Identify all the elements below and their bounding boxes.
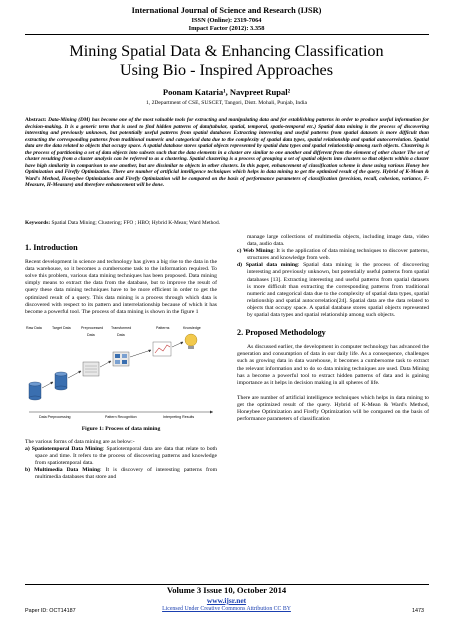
list-text: : Spatiotemporal data are data that relate to both space and time. It refers to the process of discovering patterns and knowledge from spatiotemporal data. — [35, 446, 217, 467]
section-heading-methodology: 2. Proposed Methodology — [237, 328, 326, 338]
label-transformed-data: Data — [117, 332, 125, 337]
list-item — [237, 262, 429, 319]
paper-id: Paper ID: OCT14187 — [25, 608, 76, 614]
list-term: Multimedia Data Mining — [34, 467, 101, 474]
list-label: b) — [25, 467, 31, 474]
page-number: 1473 — [412, 608, 424, 614]
label-interpreting-results: Interpreting Results — [163, 414, 195, 419]
label-knowledge: Knowledge — [183, 325, 201, 330]
abstract-label: Abstract: — [25, 117, 47, 123]
label-transformed: Transformed — [111, 325, 132, 330]
patterns-icon — [153, 342, 171, 356]
target-data-db-icon — [55, 372, 67, 390]
list-term: Web Mining — [242, 248, 274, 255]
timeline-arrowhead — [210, 410, 213, 413]
list-text: : It is the application of data mining techniques to discover patterns, structures and knowledge from web. — [247, 248, 429, 262]
list-text: : It is discovery of interesting patterns from multimedia databases that store and — [35, 467, 218, 481]
figure-1-caption: Figure 1: Process of data mining — [81, 425, 161, 432]
title-line-1: Mining Spatial Data & Enhancing Classification — [69, 42, 384, 60]
knowledge-icon — [185, 334, 197, 349]
list-label: d) — [237, 262, 243, 269]
transformed-data-icon — [113, 352, 129, 366]
label-patterns: Patterns — [156, 325, 170, 330]
list-label: a) — [25, 446, 30, 453]
volume-issue: Volume 3 Issue 10, October 2014 — [166, 585, 287, 595]
list-text: : Spatial data mining is the process of discovering interesting and previously unknown, but potentially useful patterns from spatial databases [13]. Extracting interesting and useful patterns from spatial datasets is more difficult than extracting the corresponding patterns from traditional numeric and categorical data due to the complexity of spatial data types, spatial relationship and spatial autocorrelation[24]. Spatial data are the data related to objects that occupy space. A spatial database stores spatial objects represented by spatial data types and spatial relationship among such objects. — [247, 262, 429, 319]
list-term: Spatiotemporal Data Mining — [31, 446, 103, 453]
impact-factor: Impact Factor (2012): 3.358 — [188, 25, 265, 32]
header-rule — [25, 34, 429, 35]
forms-intro: The various forms of data mining are as below:- — [25, 438, 135, 445]
forms-list — [25, 446, 217, 481]
methodology-paragraph-2: There are number of artificial intelligence techniques which helps in data mining to get the optimized result of the query. Hybrid of K-Mean & Ward's Method, Honeybee Optimization and Firefly Optimization will be compared on the basis of performance parameters of classification — [237, 394, 429, 423]
left-column — [25, 234, 217, 482]
journal-name: International Journal of Science and Research (IJSR) — [131, 6, 322, 15]
methodology-paragraph-1: As discussed earlier, the development in computer technology has advanced the generation and consumption of data in our daily life. As a consequence, challenges such as growing data in data warehouse, it becomes a cumbersome task to extract the relevant information and to do so data mining techniques are used. Data Mining has a become a powerful tool to extract hidden patterns of data and is gaining importance as it helps in decision making in all spheres of life. — [237, 344, 429, 386]
label-raw-data: Raw Data — [26, 325, 42, 330]
list-item — [25, 446, 217, 467]
affiliation: 1, 2Department of CSE, SUSCET, Tangori, Distt. Mohali, Punjab, India — [146, 100, 307, 106]
abstract-text: Data-Mining (DM) has become one of the most valuable tools for extracting and manipulating data and for establishing patterns in order to produce useful information for decision-making. It is a generic term that is used to find hidden patterns of data(tabular, spatial, temporal, spatio-temporal etc.) Spatial data mining is the process of discovering interesting and previously unknown, but potentially useful patterns from spatial databases Extracting interesting and useful patterns from spatial datasets is more difficult than extracting the corresponding patterns from traditional numeric and categorical data due to the complexity of spatial data types, spatial relationship and spatial autocorrelation. Spatial data are the data related to objects that occupy space. A spatial database stores spatial objects represented by spatial data types and spatial relationship among such objects. Clustering is the process of partitioning a set of data objects into subsets such that the data elements in a cluster are similar to one another and different from the element of other cluster The set of cluster resulting from a cluster analysis can be referred to as a clustering. Spatial clustering is a process of grouping a set of spatial objects into clusters so that objects within a cluster have high similarity in comparison to one another, but are dissimilar to objects in other clusters. In this paper, enhancement of classification scheme is done using various Honey bee Optimization and Firefly Optimization. There are number of artificial intelligence techniques which helps in data mining to get the optimized result of the query. Hybrid of K-Mean & Ward's Method, Honeybee Optimization and Firefly Optimization will be compared on the basis of performance parameters of classification (precision, recall, cohesion, variance, F-Measure, H-Measure) and therefore enhancement will be done. — [25, 117, 430, 188]
label-target-data: Target Data — [52, 325, 71, 330]
license-link[interactable]: Licensed Under Creative Commons Attribution CC BY — [162, 606, 291, 612]
label-preprocessed: Preprocessed — [81, 325, 104, 330]
label-preprocessed-data: Data — [87, 332, 95, 337]
keywords-text: Spatial Data Mining; Clustering; FFO ; HBO; Hybrid K-Mean; Ward Method. — [51, 220, 221, 226]
label-data-preprocessing: Data Preprocessing — [39, 414, 71, 419]
paper-title — [20, 42, 433, 80]
list-continuation: manage large collections of multimedia objects, including image data, video data, audio data. — [247, 234, 429, 248]
journal-url-link[interactable]: www.ijsr.net — [206, 596, 247, 605]
list-term: Spatial data mining — [245, 262, 298, 269]
figure-1-process-diagram — [25, 322, 217, 422]
right-column — [237, 234, 429, 423]
authors: Poonam Kataria¹, Navpreet Rupal² — [162, 87, 291, 97]
forms-list-continued — [237, 248, 429, 319]
process-diagram-svg — [25, 322, 217, 422]
label-pattern-recognition: Pattern Recognition — [105, 414, 137, 419]
list-label: c) — [237, 248, 242, 255]
issn: ISSN (Online): 2319-7064 — [191, 17, 262, 24]
preprocessed-data-icon — [83, 362, 99, 376]
abstract — [25, 117, 429, 189]
section-heading-introduction: 1. Introduction — [25, 243, 78, 252]
page-footer — [0, 584, 453, 640]
keywords-label: Keywords: — [25, 220, 51, 226]
keywords — [25, 220, 429, 226]
list-item — [25, 467, 217, 481]
list-item — [237, 248, 429, 262]
intro-paragraph: Recent development in science and technology has given a big rise to the data in the data warehouse, so it becomes a cumbersome task to the information required. To solve this problem, various data mining techniques has been proposed. Data mining simply means to extract the data from the database, but to improve the result of query these data mining techniques have to be more efficient in order to get the optimized result of a query. This data mining is a process through which data is discovered with respect to its pattern and interrelationship because of which it has become a powerful tool. The process of data mining is shown in the figure 1 — [25, 259, 217, 315]
title-line-2: Using Bio - Inspired Approaches — [119, 61, 334, 79]
raw-data-db-icon — [29, 382, 41, 400]
